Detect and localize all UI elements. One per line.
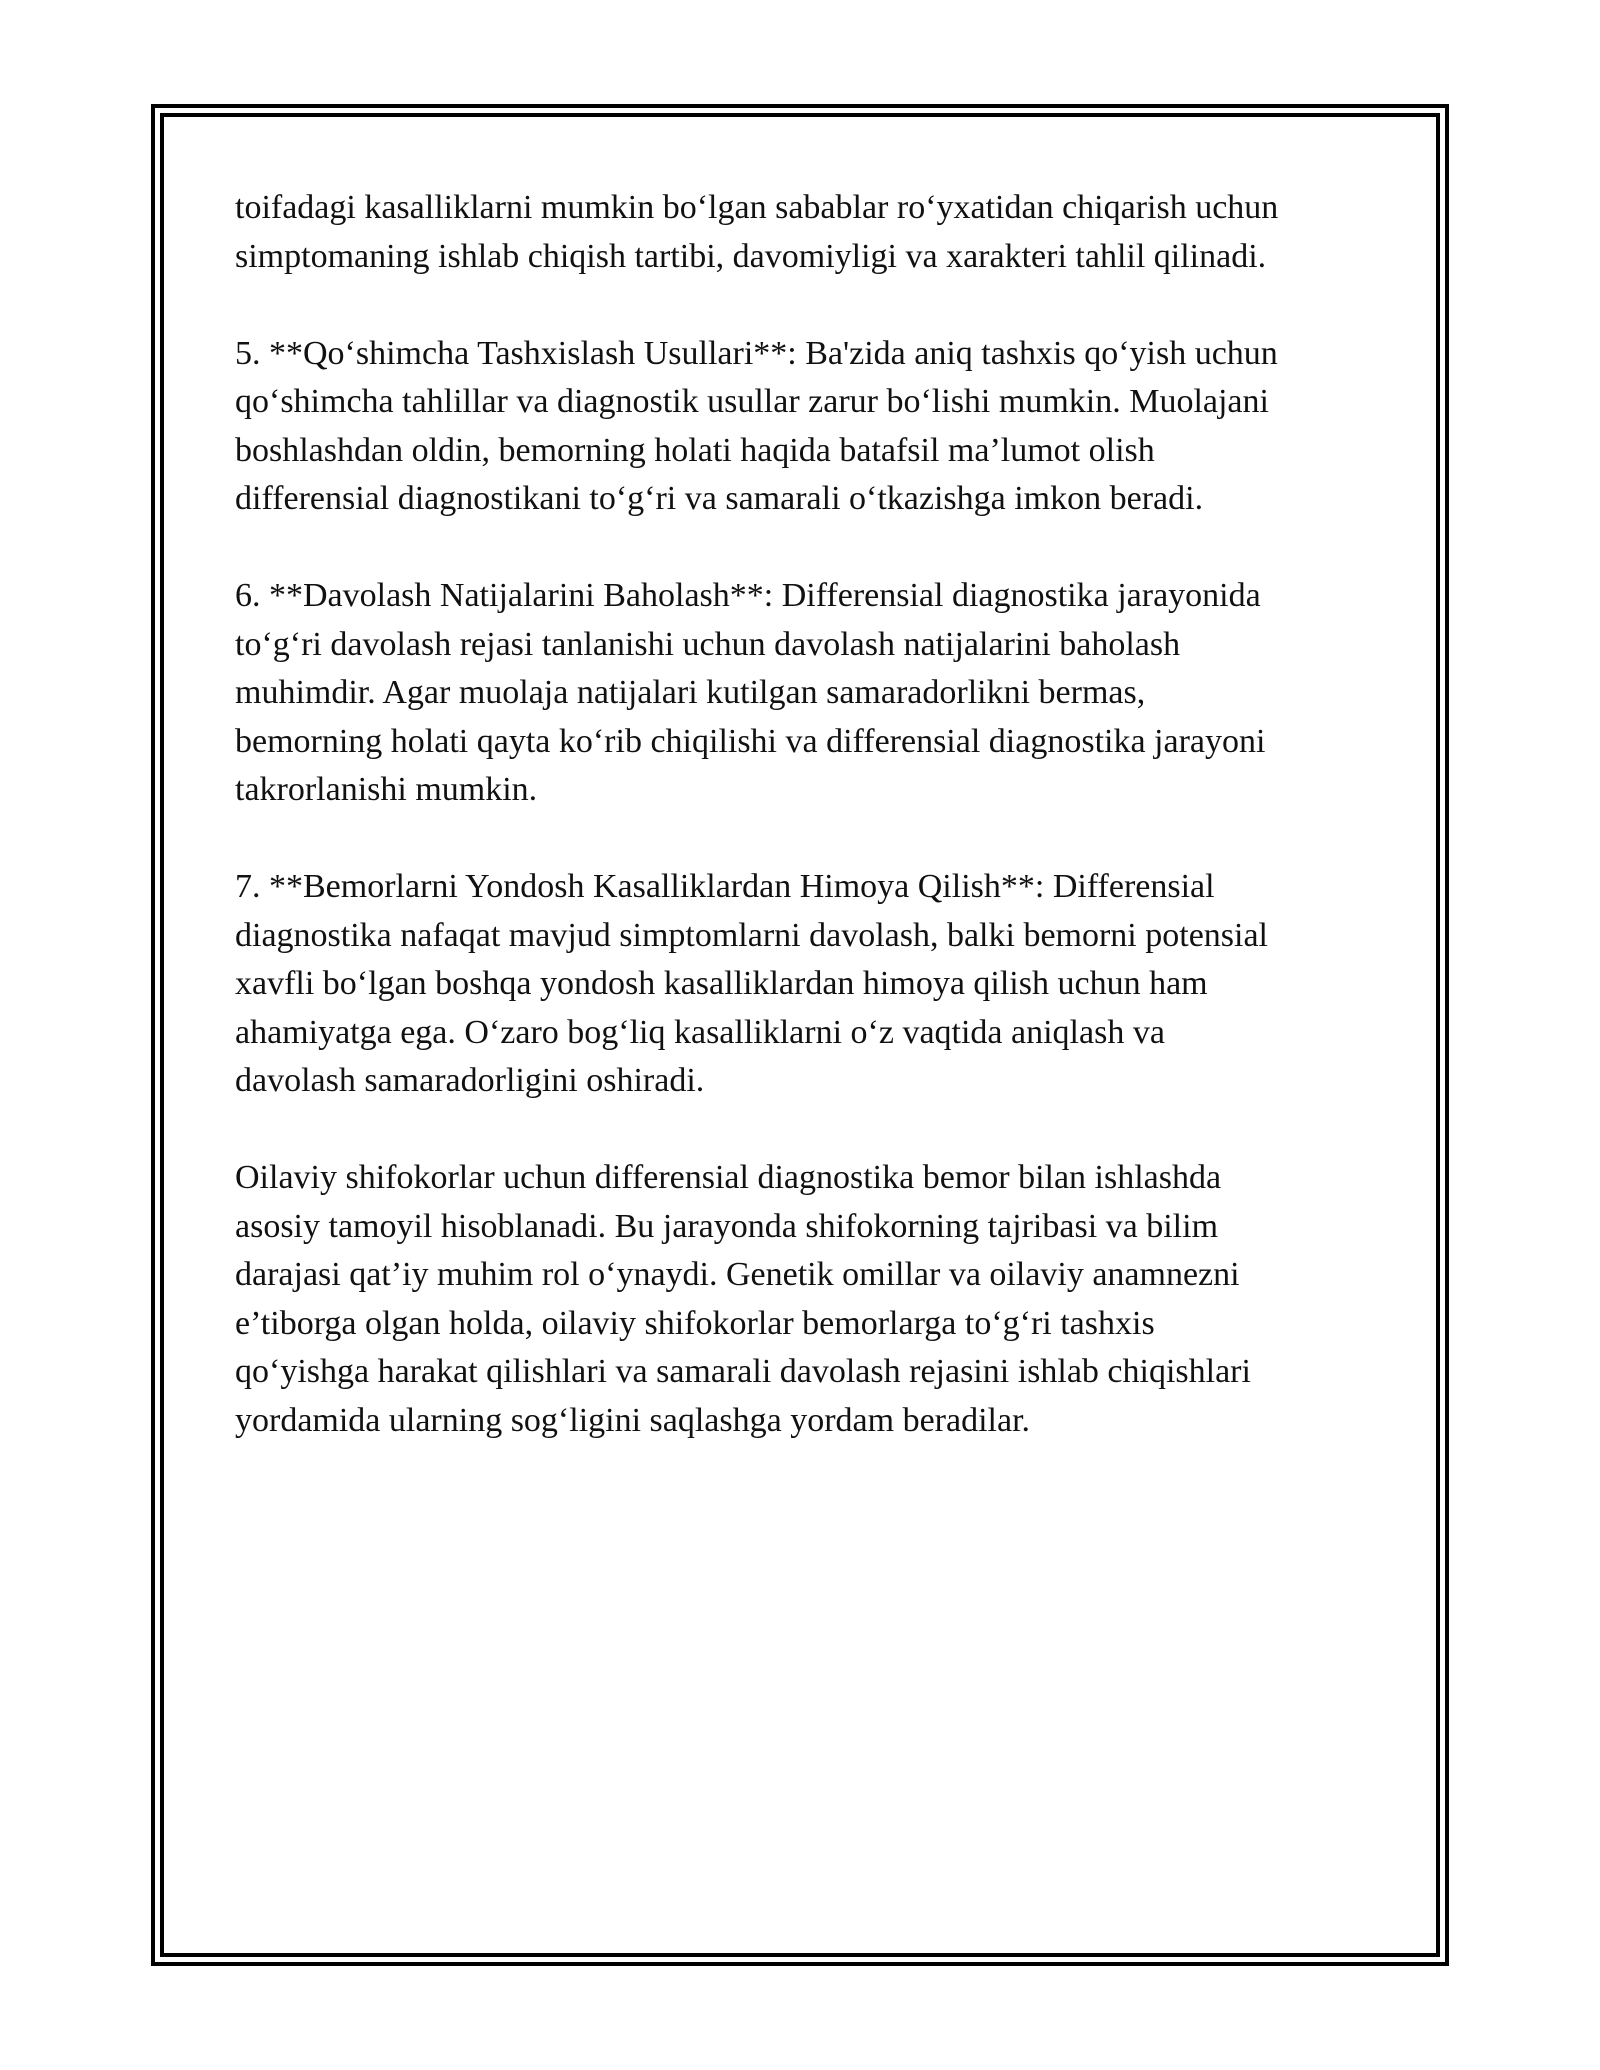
paragraph-conclusion: Oilaviy shifokorlar uchun differensial diagnostika bemor bilan ishlashda asosiy tamoyil hisoblanadi. Bu jarayonda shifokorning tajribasi va bilim darajasi qat’iy muhim rol o‘ynaydi. Genetik omillar va oilaviy anamnezni e’tiborga olgan holda, oilaviy shifokorlar bemorlarga to‘g‘ri tashxis qo‘yishga harakat qilishlari va samarali davolash rejasini ishlab chiqishlari yordamida ularning sog‘ligini saqlashga yordam beradilar. bbox=[235, 1159, 1251, 1439]
paragraph-item-5: 5. **Qo‘shimcha Tashxislash Usullari**: Ba'zida aniq tashxis qo‘yish uchun qo‘shimcha tahlillar va diagnostik usullar zarur bo‘lishi mumkin. Muolajani boshlashdan oldin, bemorning holati haqida batafsil ma’lumot olish differensial diagnostikani to‘g‘ri va samarali o‘tkazishga imkon beradi. bbox=[235, 334, 1278, 517]
paragraph-item-6: 6. **Davolash Natijalarini Baholash**: Differensial diagnostika jarayonida to‘g‘ri davolash rejasi tanlanishi uchun davolash natijalarini baholash muhimdir. Agar muolaja natijalari kutilgan samaradorlikni bermas, bemorning holati qayta ko‘rib chiqilishi va differensial diagnostika jarayoni takrorlanishi mumkin. bbox=[235, 577, 1266, 808]
document-body bbox=[235, 184, 1385, 1494]
paragraph-continuation: toifadagi kasalliklarni mumkin bo‘lgan sabablar ro‘yxatidan chiqarish uchun simptomaning ishlab chiqish tartibi, davomiyligi va xarakteri tahlil qilinadi. bbox=[235, 189, 1279, 275]
paragraph-item-7: 7. **Bemorlarni Yondosh Kasalliklardan Himoya Qilish**: Differensial diagnostika nafaqat mavjud simptomlarni davolash, balki bemorni potensial xavfli bo‘lgan boshqa yondosh kasalliklardan himoya qilish uchun ham ahamiyatga ega. O‘zaro bog‘liq kasalliklarni o‘z vaqtida aniqlash va davolash samaradorligini oshiradi. bbox=[235, 868, 1268, 1099]
